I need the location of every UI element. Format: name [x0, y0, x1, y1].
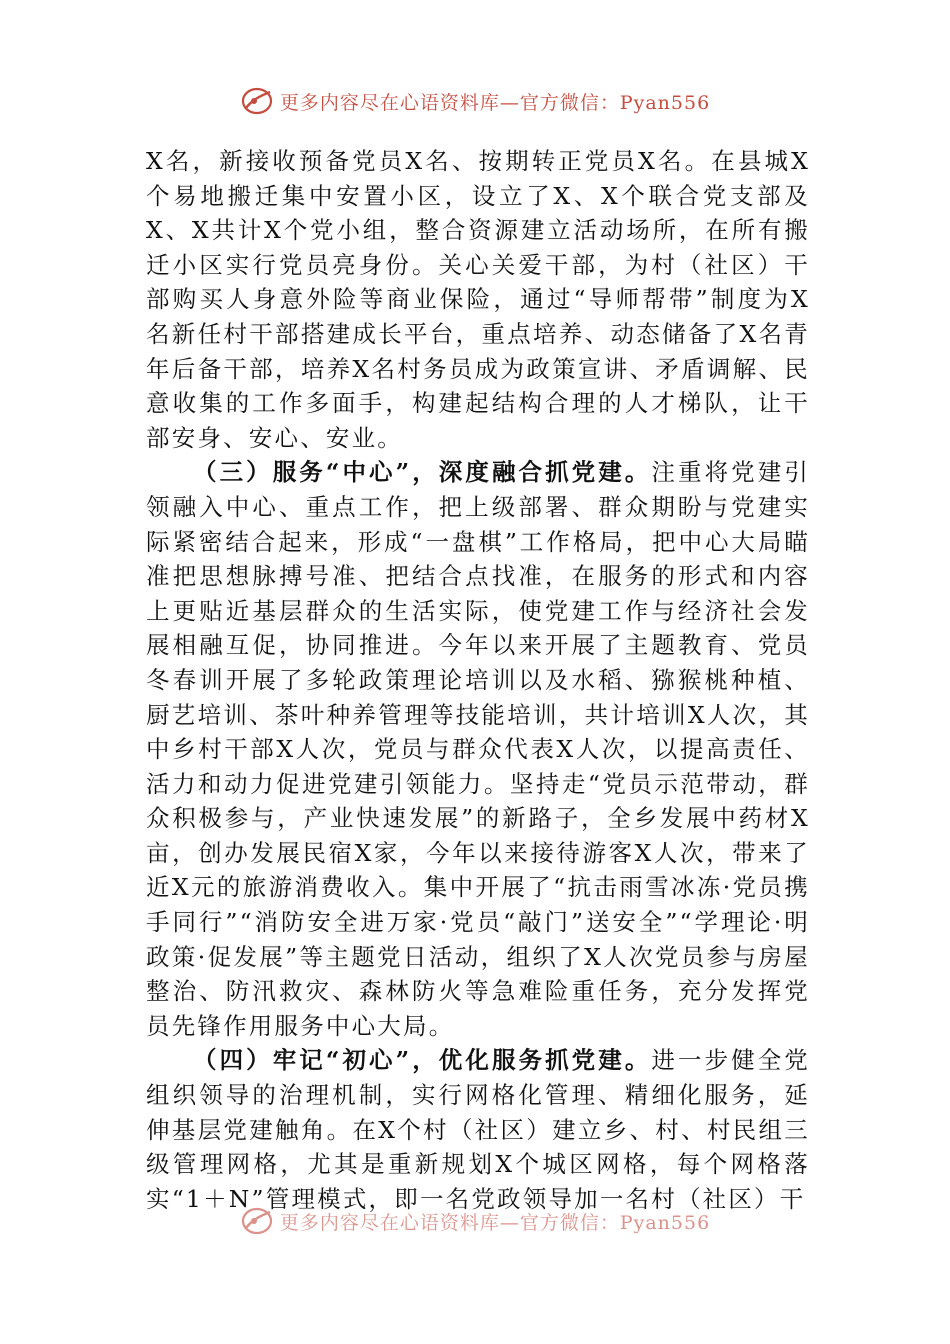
watermark-text: 更多内容尽在心语资料库—官方微信：Pyan556 — [279, 1211, 711, 1234]
footer-watermark — [0, 1206, 950, 1236]
paragraph-2 — [146, 455, 810, 1043]
paragraph-lead: （三）服务“中心”，深度融合抓党建。 — [193, 458, 652, 487]
watermark-logo-icon — [240, 86, 274, 116]
paragraph-1 — [146, 144, 810, 455]
document-body — [146, 144, 810, 1216]
paragraph-text: 进一步健全党组织领导的治理机制，实行网格化管理、精细化服务，延伸基层党建触角。在X个村（社区）建立乡、村、村民组三级管理网格，尤其是重新规划X个城区网格，每个网格落实“1＋N”管理模式，即一名党政领导加一名村（社区）干 — [146, 1046, 811, 1213]
paragraph-text: 注重将党建引领融入中心、重点工作，把上级部署、群众期盼与党建实际紧密结合起来，形成“一盘棋”工作格局，把中心大局瞄准把思想脉搏号准、把结合点找准，在服务的形式和内容上更贴近基层群众的生活实际，使党建工作与经济社会发展相融互促，协同推进。今年以来开展了主题教育、党员冬春训开展了多轮政策理论培训以及水稻、猕猴桃种植、厨艺培训、茶叶种养管理等技能培训，共计培训X人次，其中乡村干部X人次，党员与群众代表X人次，以提高责任、活力和动力促进党建引领能力。坚持走“党员示范带动，群众积极参与，产业快速发展”的新路子，全乡发展中药材X亩，创办发展民宿X家，今年以来接待游客X人次，带来了近X元的旅游消费收入。集中开展了“抗击雨雪冰冻·党员携手同行”“消防安全进万家·党员“敲门”送安全”“学理论·明政策·促发展”等主题党日活动，组织了X人次党员参与房屋整治、防汛救灾、森林防火等急难险重任务，充分发挥党员先锋作用服务中心大局。 — [146, 458, 811, 1040]
watermark-text: 更多内容尽在心语资料库—官方微信：Pyan556 — [279, 91, 711, 114]
paragraph-3 — [146, 1043, 810, 1216]
watermark-logo-icon — [240, 1206, 274, 1236]
paragraph-text: X名，新接收预备党员X名、按期转正党员X名。在县城X个易地搬迁集中安置小区，设立了X、X个联合党支部及X、X共计X个党小组，整合资源建立活动场所，在所有搬迁小区实行党员亮身份。关心关爱干部，为村（社区）干部购买人身意外险等商业保险，通过“导师帮带”制度为X名新任村干部搭建成长平台，重点培养、动态储备了X名青年后备干部，培养X名村务员成为政策宣讲、矛盾调解、民意收集的工作多面手，构建起结构合理的人才梯队，让干部安身、安心、安业。 — [146, 147, 810, 452]
paragraph-lead: （四）牢记“初心”，优化服务抓党建。 — [193, 1046, 652, 1075]
header-watermark — [0, 86, 950, 116]
